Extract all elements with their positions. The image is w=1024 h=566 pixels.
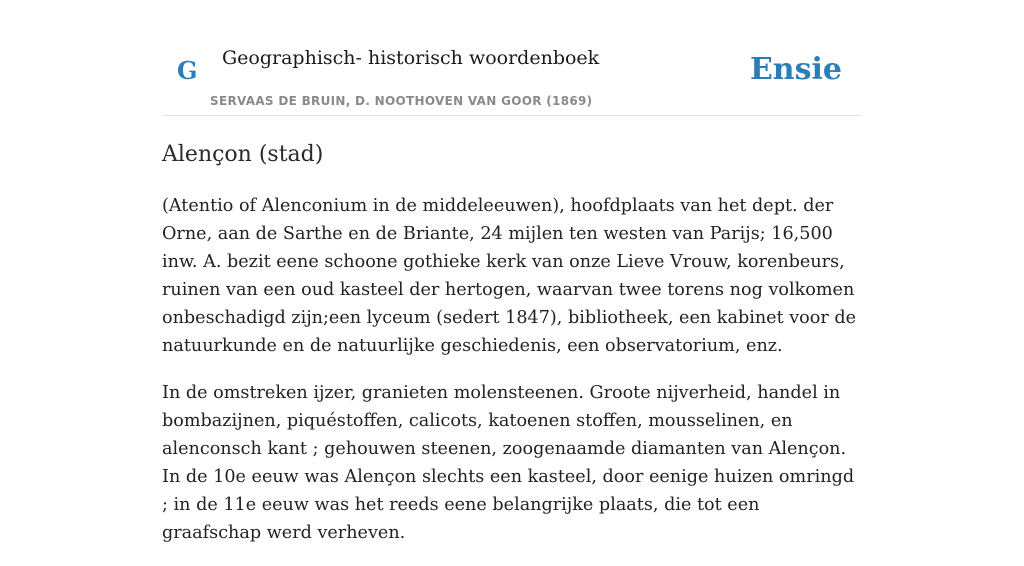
book-header (162, 40, 862, 116)
book-letter-logo[interactable]: G (177, 56, 198, 85)
entry-paragraph: (Atentio of Alenconium in de middeleeuwen), hoofdplaats van het dept. der Orne, aan de Sarthe en de Briante, 24 mijlen ten westen van Parijs; 16,500 inw. A. bezit eene schoone gothieke kerk van onze Lieve Vrouw, korenbeurs, ruinen van een oud kasteel der hertogen, waarvan twee torens nog volkomen onbeschadigd zijn;een lyceum (sedert 1847), bibliotheek, een kabinet voor de natuurkunde en de natuurlijke geschiedenis, een observatorium, enz. (162, 196, 857, 356)
entry-paragraph: In de omstreken ijzer, granieten molensteenen. Groote nijverheid, handel in bombazijnen, piquéstoffen, calicots, katoenen stoffen, mousselinen, en alenconsch kant ; gehouwen steenen, zoogenaamde diamanten van Alençon. In de 10e eeuw was Alençon slechts een kasteel, door eenige huizen omringd ; in de 11e eeuw was het reeds eene belangrijke plaats, die tot een graafschap werd verheven. (162, 383, 855, 543)
entry-body (162, 192, 862, 566)
entry-title: Alençon (stad) (162, 142, 324, 167)
book-authors: SERVAAS DE BRUIN, D. NOOTHOVEN VAN GOOR (1869) (210, 94, 593, 108)
ensie-logo-link[interactable]: Ensie (749, 52, 842, 87)
book-title[interactable]: Geographisch- historisch woordenboek (222, 47, 600, 69)
